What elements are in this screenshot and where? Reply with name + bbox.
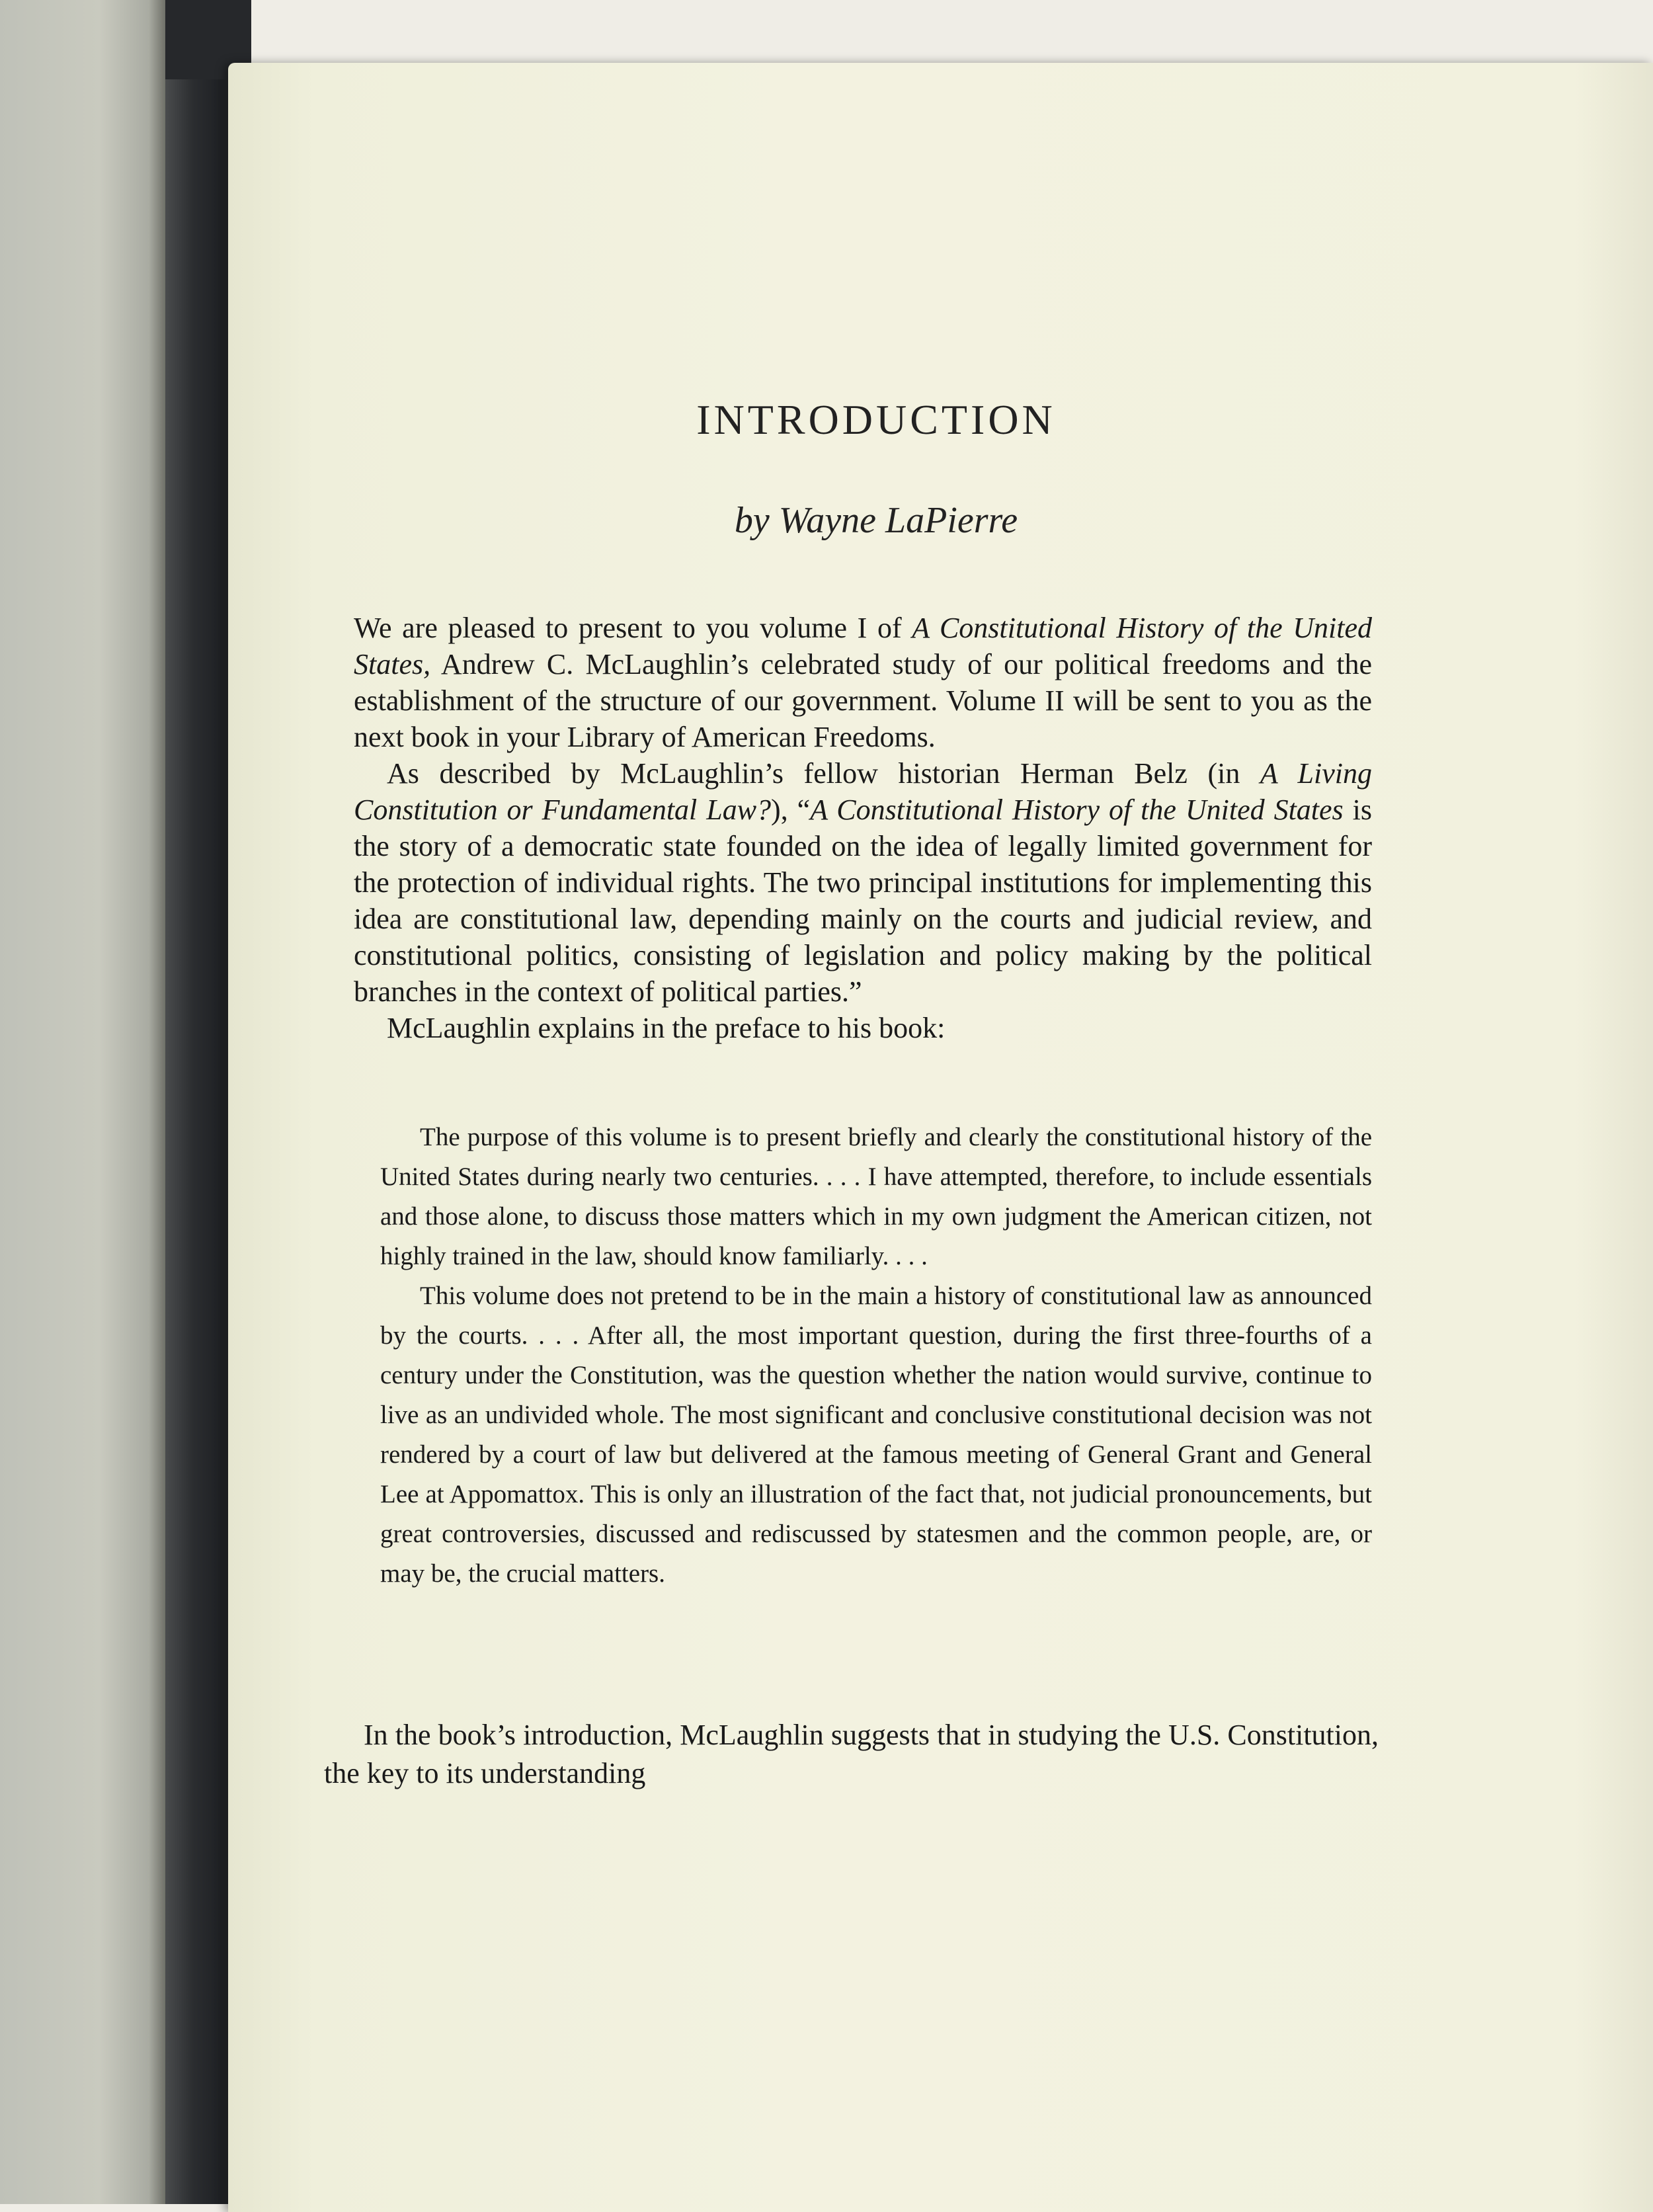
intro-paragraph-2	[354, 755, 1372, 1010]
book-title-italic: A Living Constitution or Fundamental Law?	[354, 757, 1373, 826]
quote-paragraph-2: This volume does not pretend to be in the main a history of constitutional law as announced by the courts. . . . After all, the most important question, during the first three-fourths of a century under the Constitution, was the question whether the nation would survive, continue to live as an undivided whole. The most significant and conclusive constitutional decision was not rendered by a court of law but delivered at the famous meeting of General Grant and General Lee at Appomattox. This is only an illustration of the fact that, not judicial pronouncements, but great controversies, discussed and rediscussed by statesmen and the common people, are, or may be, the crucial matters.	[380, 1282, 1372, 1588]
block-quote	[380, 1118, 1372, 1594]
author-byline: by Wayne LaPierre	[734, 500, 1018, 541]
text-run: We are pleased to present to you volume I of	[354, 612, 912, 644]
text-run: As described by McLaughlin’s fellow historian Herman Belz (in	[387, 757, 1260, 790]
quote-paragraph-1: The purpose of this volume is to present briefly and clearly the constitutional history of the United States during nearly two centuries. . . . I have attempted, therefore, to include essentials and those alone, to discuss those matters which in my own judgment the American citizen, not highly trained in the law, should know familiarly. . . .	[380, 1123, 1372, 1270]
closing-paragraph: In the book’s introduction, McLaughlin suggests that in studying the U.S. Constitution, the key to its understanding	[324, 1719, 1379, 1789]
book-title-italic: A Constitutional History of the United States,	[354, 612, 1372, 680]
closing-body	[324, 1716, 1379, 1793]
chapter-title: INTRODUCTION	[696, 396, 1056, 443]
text-run: ), “	[771, 794, 811, 826]
intro-paragraph-1	[354, 610, 1372, 755]
intro-paragraph-3: McLaughlin explains in the preface to his book:	[387, 1012, 946, 1044]
text-run: is the story of a democratic state founded on the idea of legally limited government for the protection of individual rights. The two principal institutions for implementing this idea are constitutional law, depending mainly on the courts and judicial review, and constitutional politics, consisting of legislation and policy making by the political branches in the context of political parties.”	[354, 794, 1372, 1008]
text-run: Andrew C. McLaughlin’s celebrated study of our political freedoms and the establishment of the structure of our government. Volume II will be sent to you as the next book in your Library of American Freedoms.	[354, 648, 1372, 753]
book-title-italic: A Constitutional History of the United States	[810, 794, 1344, 826]
intro-body	[354, 610, 1372, 1046]
